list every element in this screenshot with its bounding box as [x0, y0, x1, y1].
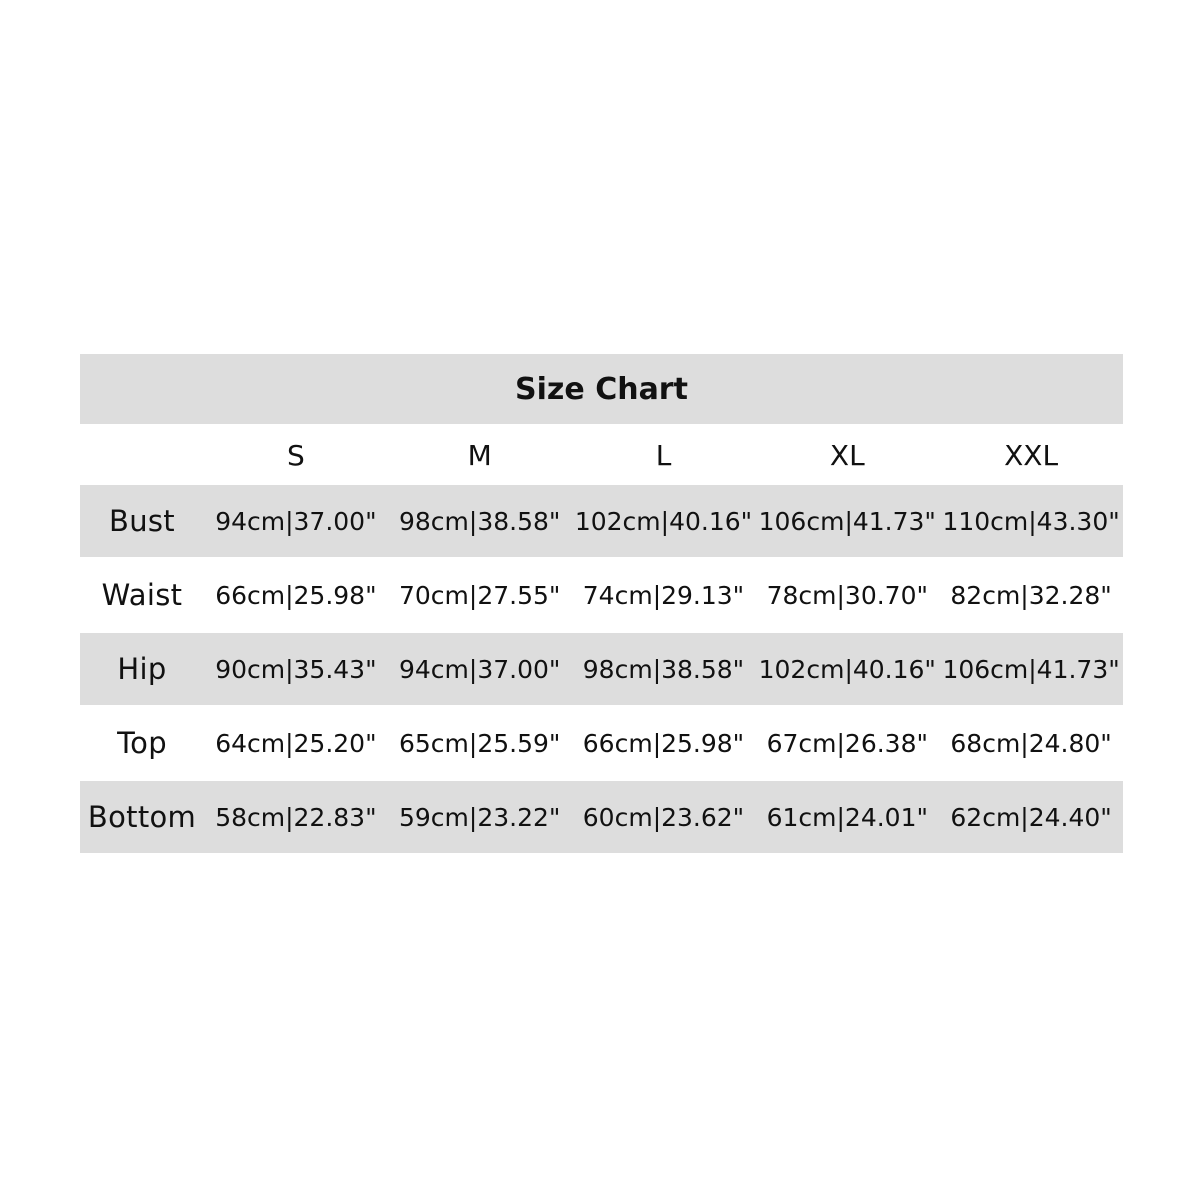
measurement-cell: 65cm|25.59"	[388, 706, 572, 780]
measurement-cell: 67cm|26.38"	[755, 706, 939, 780]
measurement-cell: 59cm|23.22"	[388, 780, 572, 854]
measurement-cell: 58cm|22.83"	[204, 780, 388, 854]
row-label: Top	[80, 706, 204, 780]
measurement-cell: 66cm|25.98"	[204, 558, 388, 632]
table-row-bottom	[80, 780, 1123, 854]
table-row-bust	[80, 484, 1123, 558]
size-header-xxl: XXL	[939, 426, 1123, 485]
measurement-cell: 62cm|24.40"	[939, 780, 1123, 854]
title-row	[80, 354, 1123, 426]
size-header-xl: XL	[755, 426, 939, 485]
row-label: Bust	[80, 484, 204, 558]
measurement-cell: 106cm|41.73"	[755, 484, 939, 558]
measurement-cell: 70cm|27.55"	[388, 558, 572, 632]
size-chart-table	[80, 354, 1123, 855]
table-row-top	[80, 706, 1123, 780]
measurement-cell: 61cm|24.01"	[755, 780, 939, 854]
measurement-cell: 98cm|38.58"	[572, 632, 756, 706]
measurement-cell: 66cm|25.98"	[572, 706, 756, 780]
header-corner-cell	[80, 426, 204, 485]
measurement-cell: 82cm|32.28"	[939, 558, 1123, 632]
size-header-m: M	[388, 426, 572, 485]
measurement-cell: 90cm|35.43"	[204, 632, 388, 706]
measurement-cell: 102cm|40.16"	[755, 632, 939, 706]
measurement-cell: 110cm|43.30"	[939, 484, 1123, 558]
measurement-cell: 98cm|38.58"	[388, 484, 572, 558]
table-title: Size Chart	[80, 354, 1123, 426]
size-header-row	[80, 426, 1123, 485]
measurement-cell: 94cm|37.00"	[204, 484, 388, 558]
row-label: Waist	[80, 558, 204, 632]
measurement-cell: 68cm|24.80"	[939, 706, 1123, 780]
row-label: Bottom	[80, 780, 204, 854]
measurement-cell: 64cm|25.20"	[204, 706, 388, 780]
table-row-hip	[80, 632, 1123, 706]
measurement-cell: 74cm|29.13"	[572, 558, 756, 632]
row-label: Hip	[80, 632, 204, 706]
measurement-cell: 60cm|23.62"	[572, 780, 756, 854]
measurement-cell: 78cm|30.70"	[755, 558, 939, 632]
size-header-s: S	[204, 426, 388, 485]
measurement-cell: 94cm|37.00"	[388, 632, 572, 706]
measurement-cell: 106cm|41.73"	[939, 632, 1123, 706]
table-row-waist	[80, 558, 1123, 632]
size-header-l: L	[572, 426, 756, 485]
measurement-cell: 102cm|40.16"	[572, 484, 756, 558]
